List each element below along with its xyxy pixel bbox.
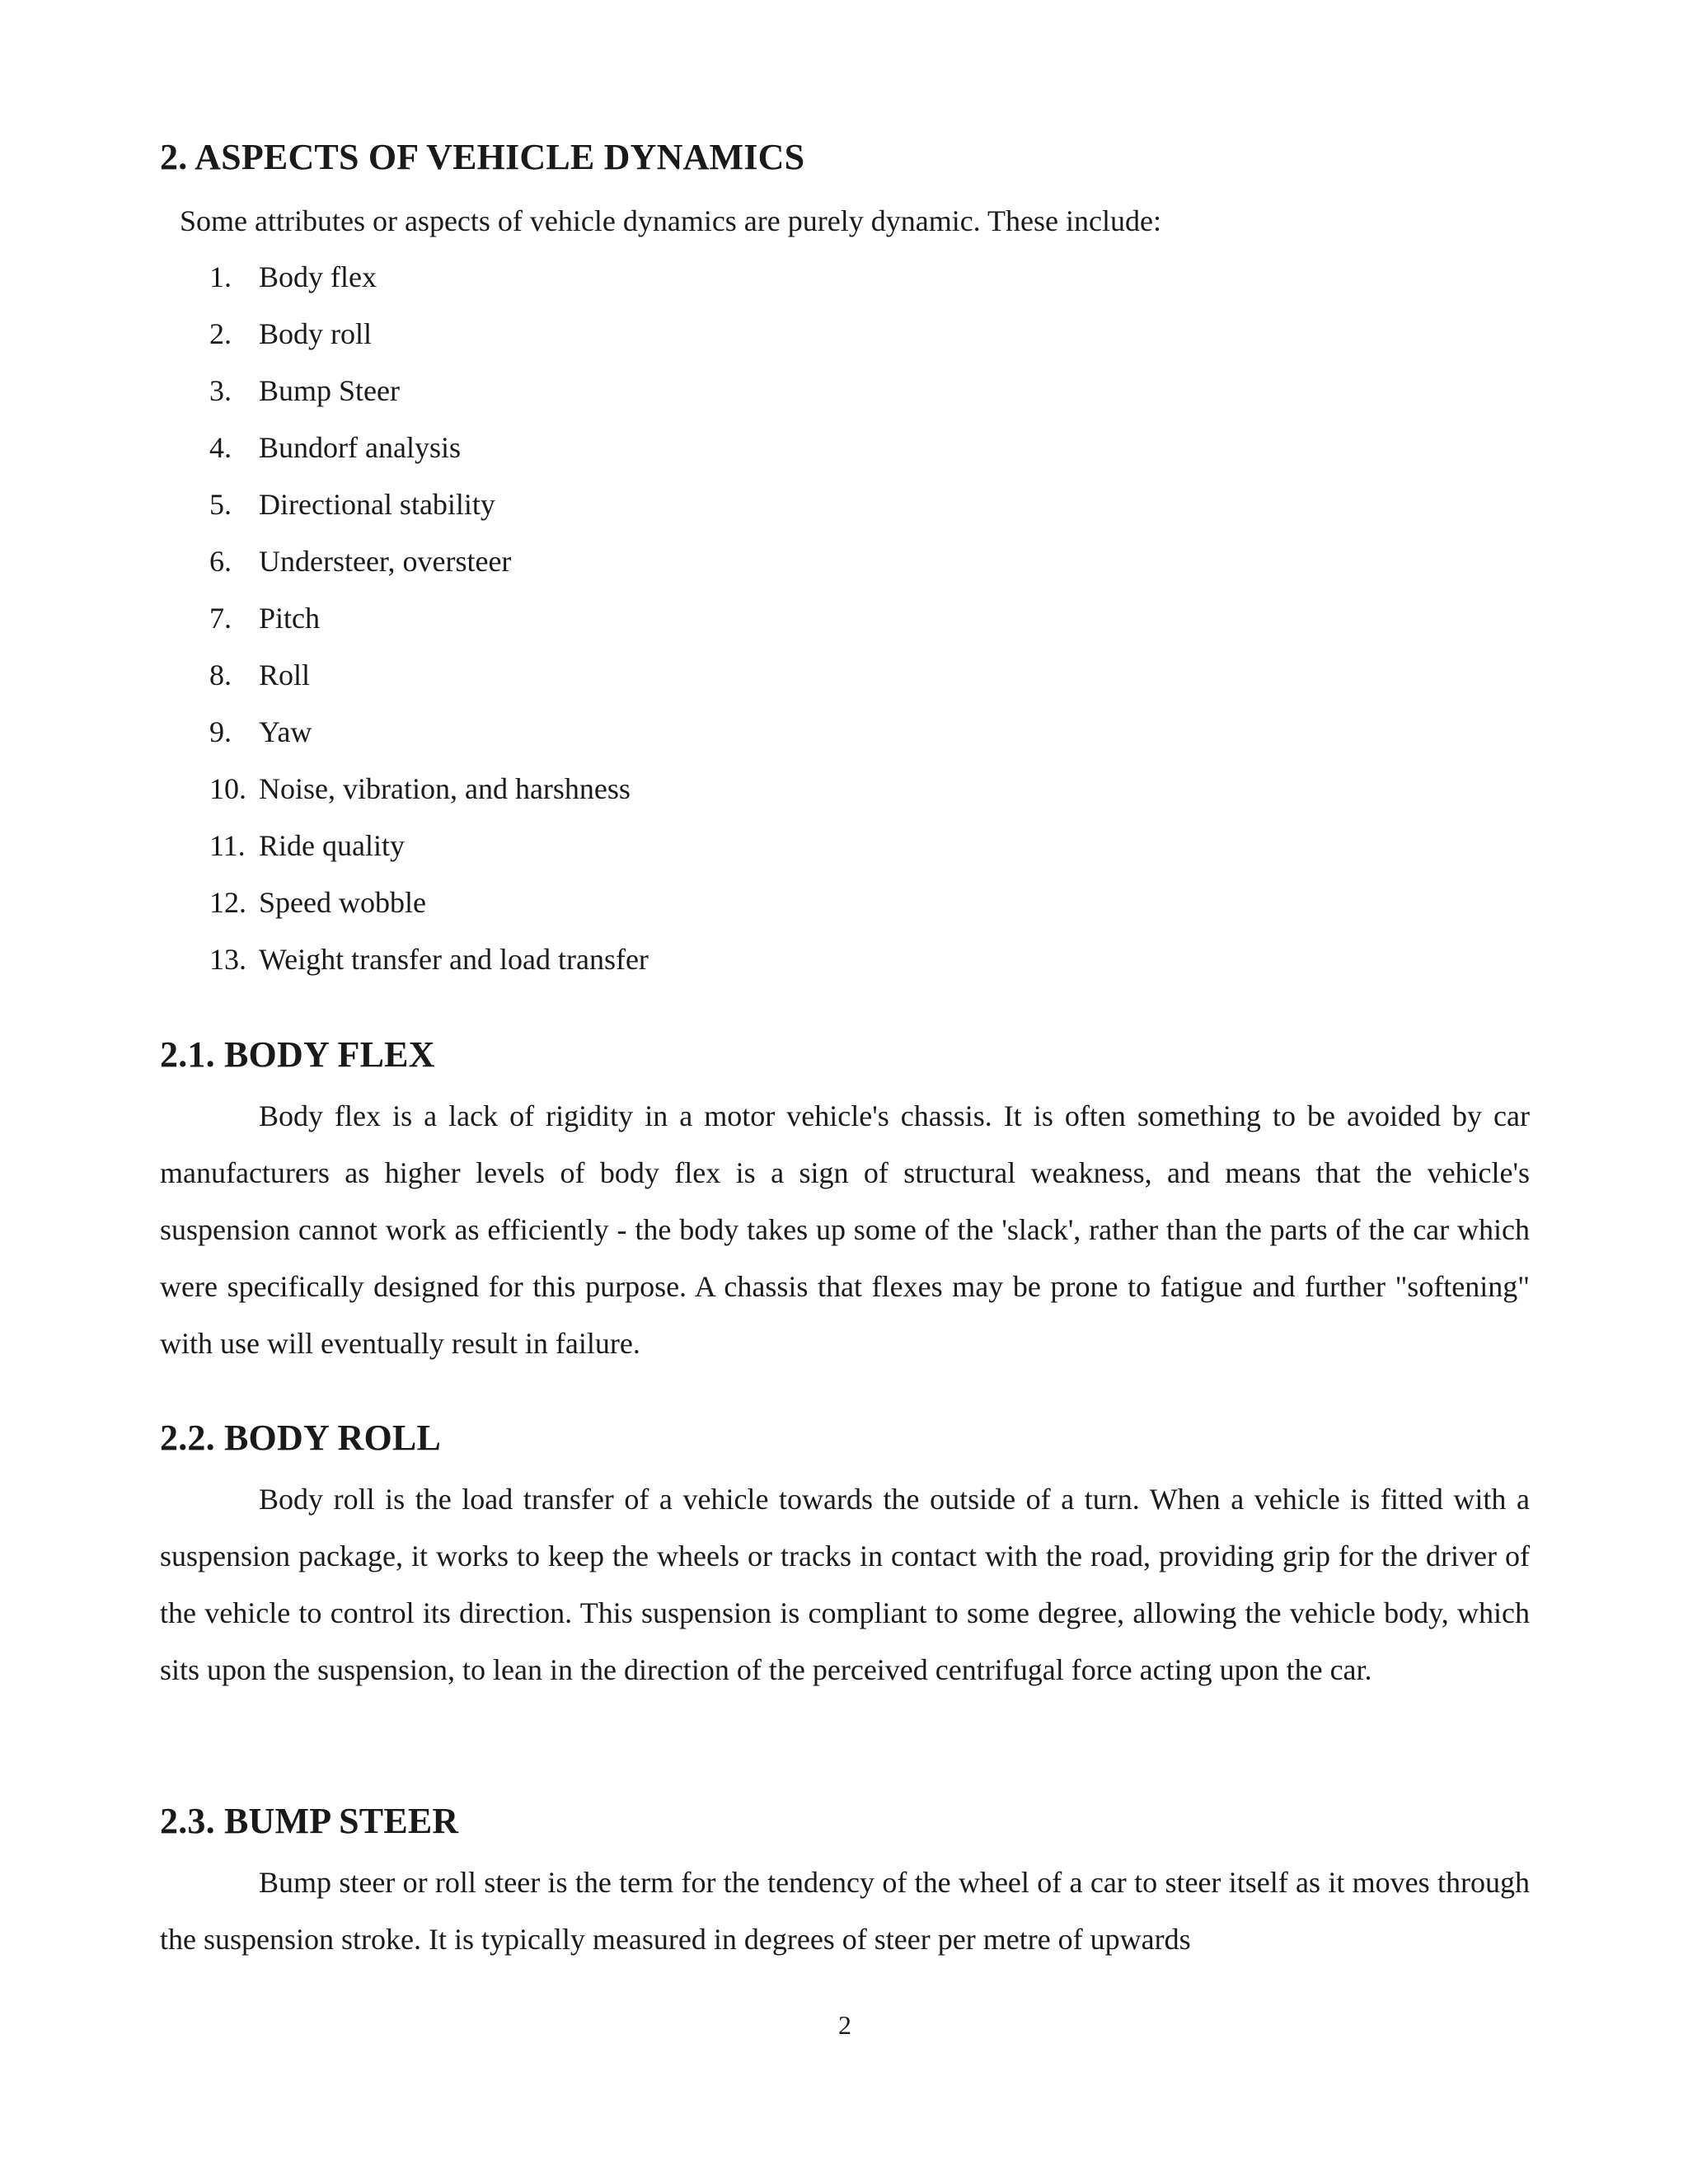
list-item-number: 2. xyxy=(209,317,232,350)
list-item-label: Understeer, oversteer xyxy=(259,545,512,578)
list-item-number: 5. xyxy=(209,488,232,521)
section-paragraph: Body flex is a lack of rigidity in a motor vehicle's chassis. It is often something to be avoided by car manufacturers as higher levels of body flex is a sign of structural weakness, and means that the vehicle's suspension cannot work as efficiently - the body takes up some of the 'slack', rather than the parts of the car which were specifically designed for this purpose. A chassis that flexes may be prone to fatigue and further "softening" with use will eventually result in failure. xyxy=(160,1099,1530,1360)
list-item-number: 4. xyxy=(209,431,232,464)
list-item-label: Bump Steer xyxy=(259,374,400,407)
list-item-label: Body roll xyxy=(259,317,373,350)
document-page xyxy=(160,0,1530,2184)
list-item-number: 12. xyxy=(209,886,246,919)
section-body-flex xyxy=(160,1032,1530,1372)
section-heading: 2.2. BODY ROLL xyxy=(160,1418,441,1458)
page-number: 2 xyxy=(838,2010,851,2040)
list-item-label: Noise, vibration, and harshness xyxy=(259,772,631,805)
list-item-label: Speed wobble xyxy=(259,886,426,919)
list-item-label: Body flex xyxy=(259,260,377,293)
list-item-number: 11. xyxy=(209,829,246,862)
list-item-label: Roll xyxy=(259,658,311,691)
section-paragraph: Body roll is the load transfer of a vehicle towards the outside of a turn. When a vehicle is fitted with a suspension package, it works to keep the wheels or tracks in contact with the road, providing grip for the driver of the vehicle to control its direction. This suspension is compliant to some degree, allowing the vehicle body, which sits upon the suspension, to lean in the direction of the perceived centrifugal force acting upon the car. xyxy=(160,1483,1530,1686)
list-item-number: 13. xyxy=(209,943,246,976)
intro-paragraph: Some attributes or aspects of vehicle dynamics are purely dynamic. These include: xyxy=(180,204,1161,237)
list-item-number: 1. xyxy=(209,260,232,293)
section-body-roll xyxy=(160,1415,1530,1699)
list-item-number: 7. xyxy=(209,602,232,635)
list-item-number: 10. xyxy=(209,772,246,805)
list-item-label: Bundorf analysis xyxy=(259,431,461,464)
chapter-heading: 2. ASPECTS OF VEHICLE DYNAMICS xyxy=(160,137,805,177)
list-item-label: Directional stability xyxy=(259,488,495,521)
list-item-number: 8. xyxy=(209,658,232,691)
list-item-label: Pitch xyxy=(259,602,321,635)
section-paragraph: Bump steer or roll steer is the term for the tendency of the wheel of a car to steer itself as it moves through the suspension stroke. It is typically measured in degrees of steer per metre of upwards xyxy=(160,1866,1530,1956)
section-heading: 2.3. BUMP STEER xyxy=(160,1801,459,1841)
section-bump-steer xyxy=(160,1798,1530,1968)
list-item-label: Yaw xyxy=(259,715,312,748)
list-item-number: 9. xyxy=(209,715,232,748)
list-item-number: 3. xyxy=(209,374,232,407)
list-item-label: Weight transfer and load transfer xyxy=(259,943,649,976)
list-item-number: 6. xyxy=(209,545,232,578)
section-heading: 2.1. BODY FLEX xyxy=(160,1034,435,1075)
list-item-label: Ride quality xyxy=(259,829,405,862)
